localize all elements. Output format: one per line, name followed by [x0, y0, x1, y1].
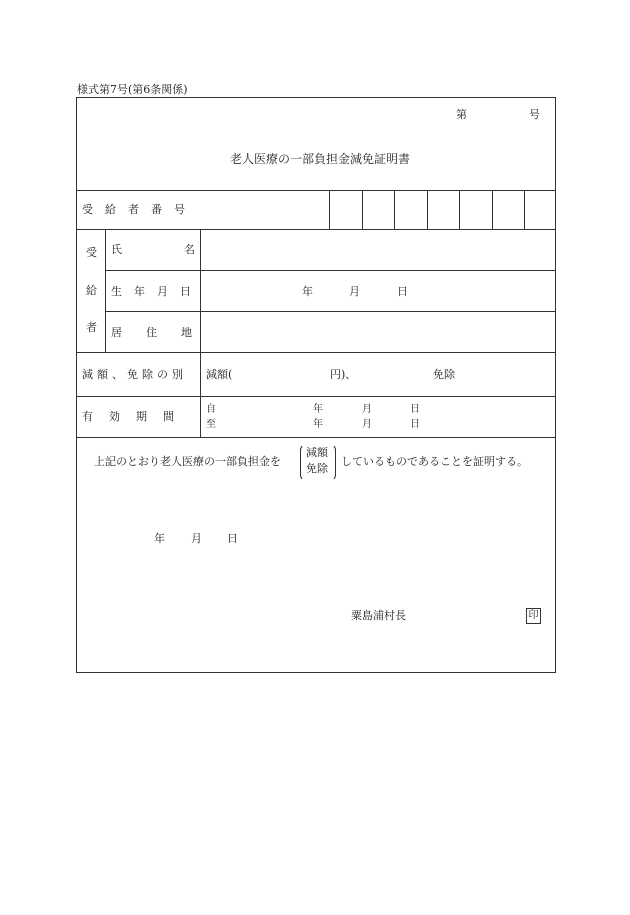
name-label-2: 名: [184, 243, 195, 256]
period-from: 自: [206, 404, 216, 415]
recipient-side-label-2: 給: [86, 284, 97, 297]
recipient-number-label: 受 給 者 番 号: [82, 203, 185, 216]
column-divider: [200, 229, 201, 437]
name-label-1: 氏: [111, 243, 122, 256]
row-divider: [76, 229, 556, 230]
issue-month-unit: 月: [191, 532, 202, 545]
row-divider: [76, 396, 556, 397]
period-to: 至: [206, 419, 216, 430]
issue-day-unit: 日: [227, 532, 238, 545]
category-label: 減 額 、 免 除 の 別: [82, 368, 183, 381]
row-divider: [105, 270, 556, 271]
period-from-day: 日: [410, 404, 420, 415]
row-divider: [76, 437, 556, 438]
period-to-year: 年: [313, 419, 323, 430]
digit-box-divider: [362, 190, 363, 229]
address-label: 居 住 地: [111, 326, 192, 339]
certify-text-after: しているものであることを証明する。: [341, 455, 528, 468]
certify-option-exemption: 免除: [306, 462, 328, 475]
digit-box-divider: [394, 190, 395, 229]
yen-text: 円)、: [330, 368, 357, 381]
certify-text-before: 上記のとおり老人医療の一部負担金を: [94, 455, 281, 468]
reduction-text: 減額(: [206, 368, 233, 381]
digit-box-divider: [524, 190, 525, 229]
form-number-label: 様式第7号(第6条関係): [77, 83, 188, 96]
row-divider: [76, 352, 556, 353]
document-title: 老人医療の一部負担金減免証明書: [230, 152, 411, 166]
birth-year-unit: 年: [302, 285, 313, 298]
column-divider: [105, 229, 106, 352]
row-divider: [105, 311, 556, 312]
recipient-side-label-3: 者: [86, 321, 97, 334]
issuer-name: 粟島浦村長: [351, 609, 406, 622]
digit-box-divider: [427, 190, 428, 229]
period-from-month: 月: [362, 404, 372, 415]
period-from-year: 年: [313, 404, 323, 415]
issue-year-unit: 年: [154, 532, 165, 545]
digit-box-divider: [459, 190, 460, 229]
birthdate-label: 生 年 月 日: [111, 285, 191, 298]
exemption-text: 免除: [433, 368, 455, 381]
period-label: 有 効 期 間: [82, 410, 174, 423]
birth-month-unit: 月: [349, 285, 360, 298]
number-suffix: 号: [529, 108, 540, 121]
row-divider: [76, 190, 556, 191]
number-prefix: 第: [456, 108, 467, 121]
digit-box-divider: [492, 190, 493, 229]
period-to-month: 月: [362, 419, 372, 430]
seal-mark: 印: [526, 608, 541, 624]
recipient-side-label-1: 受: [86, 246, 97, 259]
form-frame: [76, 97, 556, 673]
certify-option-reduction: 減額: [306, 446, 328, 459]
period-to-day: 日: [410, 419, 420, 430]
birth-day-unit: 日: [397, 285, 408, 298]
digit-box-divider: [329, 190, 330, 229]
